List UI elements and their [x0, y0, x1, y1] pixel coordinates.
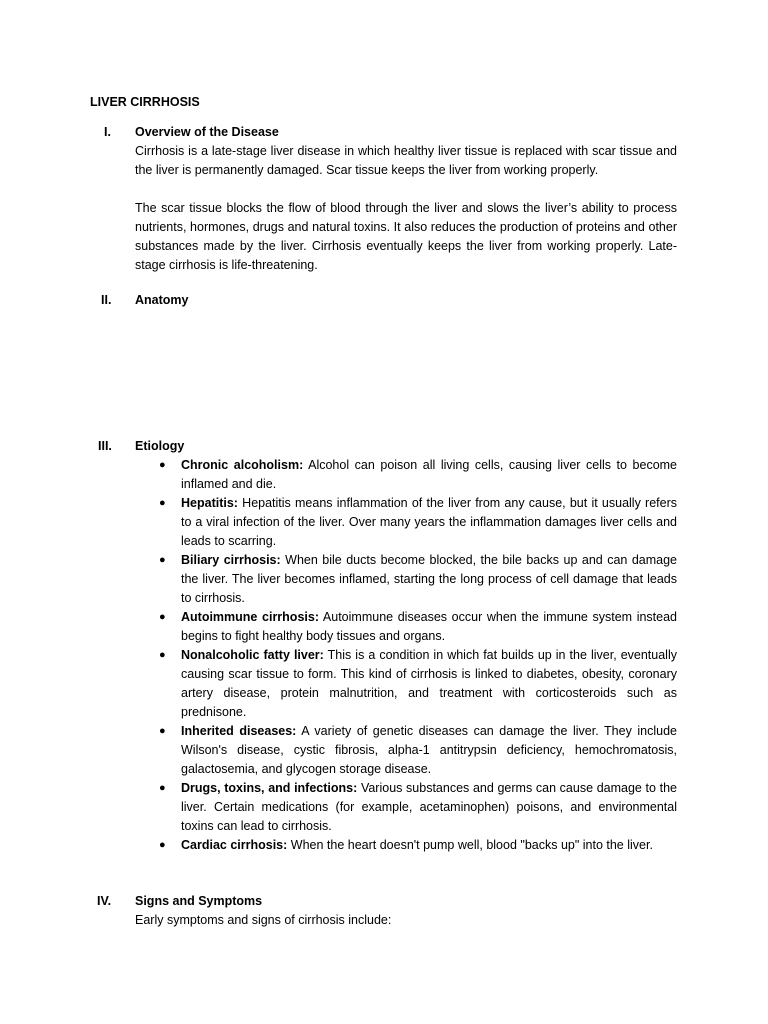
list-item-text: A variety of genetic diseases can damage the liver. They include Wilson's disease, cystic fibrosis, alpha-1 antitrypsin deficiency, hemochromatosis, galactosemia, and glycogen storage disease.: [181, 724, 677, 776]
bullet-icon: ●: [159, 839, 166, 851]
bullet-icon: ●: [159, 459, 166, 471]
bullet-icon: ●: [159, 725, 166, 737]
list-item: [135, 836, 677, 855]
bullet-icon: ●: [159, 649, 166, 661]
bullet-icon: ●: [159, 497, 166, 509]
list-item-term: Cardiac cirrhosis:: [181, 838, 288, 852]
section-body: [135, 291, 677, 310]
list-item-text: This is a condition in which fat builds up in the liver, eventually causing scar tissue to form. This kind of cirrhosis is linked to diabetes, obesity, coronary artery disease, protein malnutrition, and treatment with corticosteroids such as prednisone.: [181, 648, 677, 719]
list-item-text: When bile ducts become blocked, the bile backs up and can damage the liver. The liver becomes inflamed, starting the long process of cell damage that leads to cirrhosis.: [181, 553, 678, 605]
list-item: [135, 608, 677, 646]
list-item: [135, 779, 677, 836]
list-item: [135, 456, 677, 494]
bullet-icon: ●: [159, 554, 166, 566]
list-item-text: Alcohol can poison all living cells, causing liver cells to become inflamed and die.: [181, 458, 678, 491]
list-item-term: Inherited diseases:: [181, 724, 297, 738]
section-heading: Signs and Symptoms: [135, 894, 263, 908]
list-item-text: Various substances and germs can cause damage to the liver. Certain medications (for example, acetaminophen) poisons, and environmental toxins can lead to cirrhosis.: [181, 781, 677, 833]
list-item-text: When the heart doesn't pump well, blood "backs up" into the liver.: [287, 838, 653, 852]
list-item-term: Hepatitis:: [181, 496, 238, 510]
list-item-term: Chronic alcoholism:: [181, 458, 304, 472]
etiology-list: [135, 456, 677, 855]
list-item: [135, 494, 677, 551]
list-item-term: Biliary cirrhosis:: [181, 553, 281, 567]
section-heading: Etiology: [135, 439, 185, 453]
list-item-text: Hepatitis means inflammation of the liver from any cause, but it usually refers to a viral infection of the liver. Over many years the inflammation damages liver cells and leads to scarring.: [181, 496, 677, 548]
section-body: [135, 437, 677, 456]
list-item: [135, 646, 677, 722]
section-number: II.: [101, 293, 112, 307]
paragraph: The scar tissue blocks the flow of blood through the liver and slows the liver’s ability to process nutrients, hormones, drugs and natural toxins. It also reduces the production of proteins and other substances made by the liver. Cirrhosis eventually keeps the liver from working properly. Late-stage cirrhosis is life-threatening.: [135, 201, 677, 272]
list-item-term: Drugs, toxins, and infections:: [181, 781, 358, 795]
section-number: III.: [98, 439, 112, 453]
section-heading: Anatomy: [135, 293, 189, 307]
list-item-term: Autoimmune cirrhosis:: [181, 610, 319, 624]
paragraph: Cirrhosis is a late-stage liver disease in which healthy liver tissue is replaced with scar tissue and the liver is permanently damaged. Scar tissue keeps the liver from working properly.: [135, 144, 677, 177]
list-item: [135, 551, 677, 608]
section-number: I.: [104, 125, 111, 139]
section-heading: Overview of the Disease: [135, 125, 279, 139]
list-item-term: Nonalcoholic fatty liver:: [181, 648, 324, 662]
bullet-icon: ●: [159, 611, 166, 623]
section-body: [135, 892, 677, 930]
section-body: [135, 123, 677, 275]
paragraph: Early symptoms and signs of cirrhosis include:: [135, 913, 392, 927]
list-item: [135, 722, 677, 779]
bullet-icon: ●: [159, 782, 166, 794]
section-number: IV.: [97, 894, 112, 908]
document-title: LIVER CIRRHOSIS: [90, 95, 200, 109]
list-item-text: Autoimmune diseases occur when the immune system instead begins to fight healthy body tissues and organs.: [181, 610, 677, 643]
